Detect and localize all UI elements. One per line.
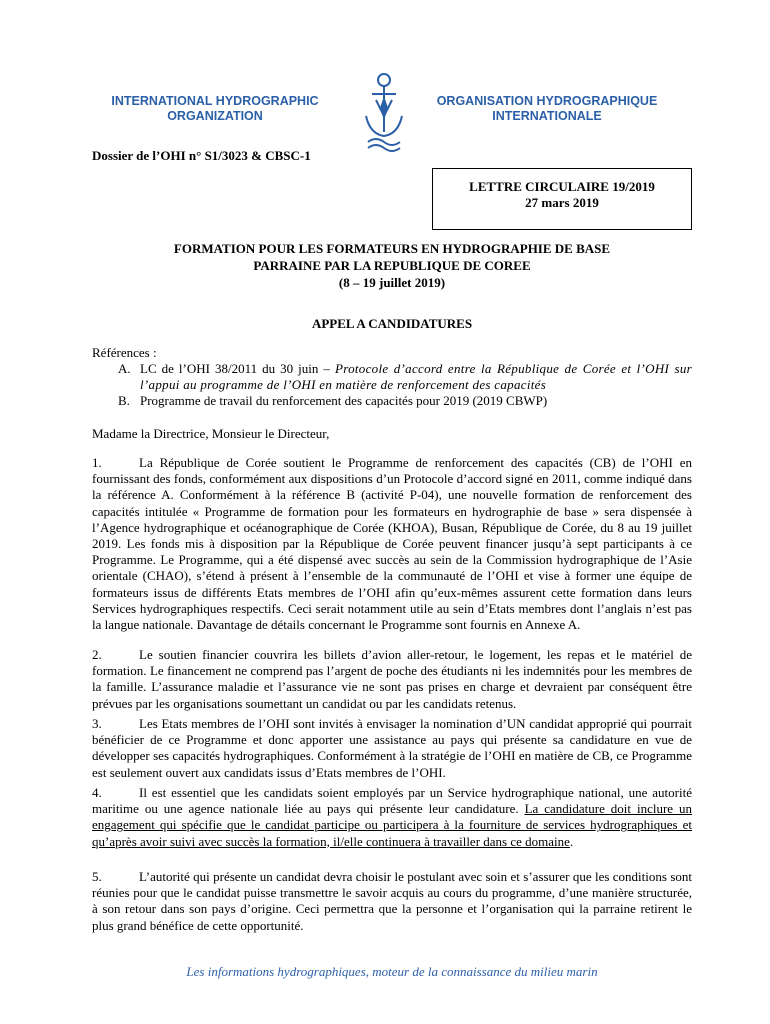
references-section xyxy=(92,345,692,409)
paragraph-2-number: 2. xyxy=(92,647,102,662)
document-subtitle: APPEL A CANDIDATURES xyxy=(311,316,473,331)
reference-a-label: A. xyxy=(118,361,131,376)
paragraph-4-text: Il est essentiel que les candidats soient employés par un Service hydrographique national, une autorité maritime ou une agence nationale liée au pays qui présente leur candidature. xyxy=(92,785,692,817)
reference-a xyxy=(92,361,692,393)
title-dates: (8 – 19 juillet 2019) xyxy=(338,275,446,290)
paragraph-5 xyxy=(92,869,692,934)
circular-letter-number: LETTRE CIRCULAIRE 19/2019 xyxy=(469,179,655,194)
org-name-french-line1: ORGANISATION HYDROGRAPHIQUE xyxy=(436,94,658,108)
org-name-english-line2: ORGANIZATION xyxy=(167,109,263,123)
paragraph-5-text: L’autorité qui présente un candidat devra choisir le postulant avec soin et s’assurer que les conditions sont réunies pour que le candidat puisse transmettre le savoir acquis au cours du programme, d’une manière structurée, à son retour dans son pays d’origine. Ceci permettra que la personne et l’organisation qui la parraine retirent le plus grand bénéfice de cette opportunité. xyxy=(92,869,692,933)
dossier-reference: Dossier de l’OHI n° S1/3023 & CBSC-1 xyxy=(92,148,311,163)
reference-b-label: B. xyxy=(118,393,130,408)
org-name-french-line2: INTERNATIONALE xyxy=(492,109,602,123)
paragraph-4-end: . xyxy=(569,833,574,849)
reference-b-text: Programme de travail du renforcement des capacités pour 2019 (2019 CBWP) xyxy=(140,393,548,408)
paragraph-5-number: 5. xyxy=(92,869,102,884)
paragraph-3-number: 3. xyxy=(92,716,102,731)
reference-b xyxy=(92,393,692,409)
iho-logo-icon xyxy=(360,70,408,152)
paragraph-1 xyxy=(92,455,692,633)
reference-a-text: LC de l’OHI 38/2011 du 30 juin – xyxy=(140,361,335,376)
paragraph-2-text: Le soutien financier couvrira les billets d’avion aller-retour, le logement, les repas et le matériel de formation. Le financement ne comprend pas l’argent de poche des étudiants ni les indemnités pour les membres de la famille. L’assurance maladie et l’assurance vie ne sont pas prises en charge et devraient par conséquent être prévues par les organisations soumettant un candidat ou par les candidats retenus. xyxy=(92,647,692,711)
title-line2: PARRAINE PAR LA REPUBLIQUE DE COREE xyxy=(253,258,531,273)
footer-motto: Les informations hydrographiques, moteur de la connaissance du milieu marin xyxy=(186,964,598,979)
salutation: Madame la Directrice, Monsieur le Directeur, xyxy=(92,426,330,441)
paragraph-1-number: 1. xyxy=(92,455,102,470)
org-name-english xyxy=(96,94,334,124)
title-line1: FORMATION POUR LES FORMATEURS EN HYDROGRAPHIE DE BASE xyxy=(173,241,611,256)
org-name-french xyxy=(432,94,662,124)
reference-a-title: Protocole d’accord entre la République de Corée et l’OHI sur l’appui au programme de l’OHI en matière de renforcement des capacités xyxy=(140,361,693,392)
paragraph-2 xyxy=(92,647,692,712)
paragraph-4 xyxy=(92,785,692,850)
document-title xyxy=(92,240,692,291)
circular-letter-date: 27 mars 2019 xyxy=(525,195,599,210)
paragraph-4-commitment-text: La candidature doit inclure un engagement qui spécifie que le candidat participe ou participera à la fourniture de services hydrographiques et qu’après avoir suivi avec succès la formation, il/elle continuera à travailler dans ce domaine xyxy=(92,801,692,849)
references-heading: Références : xyxy=(92,345,157,360)
org-name-english-line1: INTERNATIONAL HYDROGRAPHIC xyxy=(111,94,319,108)
paragraph-4-number: 4. xyxy=(92,785,102,800)
circular-letter-box xyxy=(432,168,692,230)
paragraph-3-text: Les Etats membres de l’OHI sont invités à envisager la nomination d’UN candidat approprié qui pourrait bénéficier de ce Programme et donc apporter une assistance au pays qui présente sa candidature en vue de développer ses capacités hydrographiques. Conformément à la stratégie de l’OHI en matière de CB, ce Programme est seulement ouvert aux candidats issus d’Etats membres de l’OHI. xyxy=(92,716,692,780)
paragraph-3 xyxy=(92,716,692,781)
paragraph-1-text: La République de Corée soutient le Programme de renforcement des capacités (CB) de l’OHI en fournissant des fonds, conformément aux dispositions d’un Protocole d’accord signé en 2011, comme indiqué dans la référence A. Conformément à la référence B (activité P-04), une nouvelle formation de renforcement des capacités intitulée « Programme de formation pour les formateurs en hydrographie de base » sera dispensée à l’Agence hydrographique et océanographique de Corée (KHOA), Busan, République de Corée, du 8 au 19 juillet 2019. Les fonds mis à disposition par la République de Corée peuvent financer jusqu’à sept participants à ce Programme. Le Programme, qui a été dispensé avec succès au sein de la Commission hydrographique de l’Asie orientale (CHAO), s’étend à présent à l’ensemble de la communauté de l’OHI et vise à former une équipe de formateurs issus de différents Etats membres de l’OHI afin qu’eux-mêmes assurent cette formation dans leurs Services hydrographiques respectifs. Ceci serait notamment utile au sein d’Etats membres dont l’anglais n’est pas la langue nationale. Davantage de détails concernant le Programme sont fournis en Annexe A. xyxy=(92,455,692,633)
